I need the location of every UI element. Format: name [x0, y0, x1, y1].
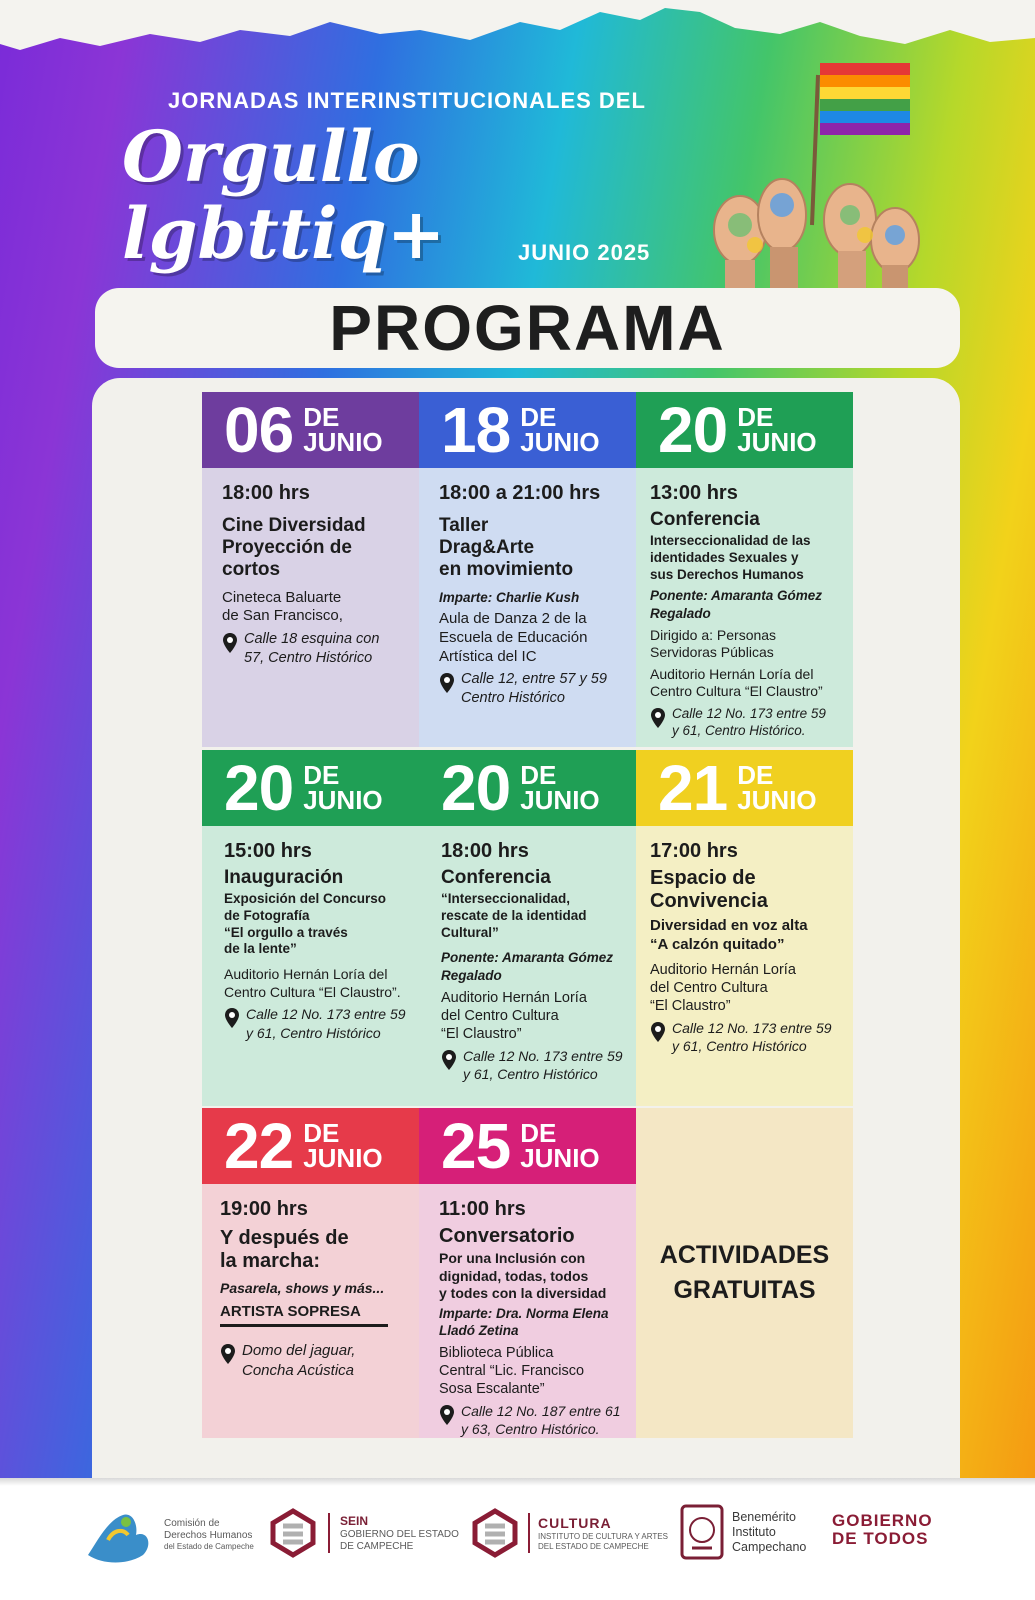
date-header: [636, 750, 853, 826]
date-month: JUNIO: [303, 785, 383, 815]
event-time: 13:00 hrs: [650, 482, 738, 504]
event-description: “Interseccionalidad, rescate de la identidad Cultural”: [441, 890, 587, 940]
event-title: Espacio de Convivencia: [650, 867, 768, 912]
sein-emblem-icon: [268, 1508, 318, 1558]
date-day: 06: [224, 394, 294, 466]
event-imparte: Imparte: Dra. Norma Elena Lladó Zetina: [439, 1305, 609, 1339]
event-title: Cine Diversidad Proyección de cortos: [222, 515, 366, 580]
event-title: Conversatorio: [439, 1225, 575, 1247]
event-address: Calle 12 No. 173 entre 59 y 61, Centro Histórico: [650, 1019, 847, 1055]
cdh-logo: Comisión de Derechos Humanos del Estado de Campeche: [78, 1500, 254, 1570]
gobierno-de-todos-logo: GOBIERNO DE TODOS: [832, 1511, 933, 1548]
free-activities-box: [636, 1108, 853, 1438]
event-title: Conferencia: [441, 867, 551, 888]
date-month: JUNIO: [520, 785, 600, 815]
event-title: Inauguración: [224, 867, 344, 888]
location-pin-icon: [222, 632, 238, 654]
date-de: DE: [303, 1118, 340, 1149]
event-card-22-junio: [202, 1108, 419, 1438]
event-time: 19:00 hrs: [220, 1198, 308, 1220]
programa-banner: [95, 288, 960, 368]
date-header: [202, 750, 419, 826]
bic-logo: Benemérito Instituto Campechano: [680, 1504, 806, 1560]
event-card-06-junio: [202, 392, 419, 747]
free-activities-label: ACTIVIDADES GRATUITAS: [659, 1241, 830, 1304]
event-card-21-junio: [636, 750, 853, 1106]
event-address: Calle 12 No. 173 entre 59 y 61, Centro Histórico: [441, 1047, 632, 1083]
date-header: [419, 750, 636, 826]
date-de: DE: [520, 760, 557, 791]
event-card-20-junio-c: [419, 750, 636, 1106]
event-ponente: Ponente: Amaranta Gómez Regalado: [441, 950, 614, 984]
event-time: 15:00 hrs: [224, 840, 312, 862]
event-description: Exposición del Concurso de Fotografía “El orgullo a través de la lente”: [224, 890, 387, 957]
event-title: Taller Drag&Arte en movimiento: [439, 515, 574, 580]
location-pin-icon: [220, 1343, 236, 1365]
sein-logo: SEIN GOBIERNO DEL ESTADO DE CAMPECHE: [268, 1508, 459, 1558]
date-de: DE: [520, 402, 557, 433]
cdh-emblem-icon: [78, 1500, 158, 1570]
date-day: 20: [441, 752, 511, 824]
event-subtitle: Pasarela, shows y más...: [220, 1280, 385, 1296]
event-time: 17:00 hrs: [650, 840, 738, 862]
event-ponente: Ponente: Amaranta Gómez Regalado: [650, 588, 823, 622]
date-day: 22: [224, 1110, 294, 1182]
event-address: Calle 12 No. 187 entre 61 y 63, Centro Histórico.: [439, 1402, 632, 1438]
event-venue: Auditorio Hernán Loría del Centro Cultura “El Claustro”: [650, 665, 823, 700]
header-subtitle: JORNADAS INTERINSTITUCIONALES DEL: [168, 88, 646, 113]
event-address: Calle 12 No. 173 entre 59 y 61, Centro Histórico.: [650, 705, 847, 740]
event-card-18-junio: [419, 392, 636, 747]
date-de: DE: [520, 1118, 557, 1149]
date-day: 20: [658, 394, 728, 466]
event-description: Por una Inclusión con dignidad, todas, todos y todes con la diversidad: [439, 1250, 607, 1301]
event-address: Calle 18 esquina con 57, Centro Histórico: [222, 630, 405, 668]
event-venue: Aula de Danza 2 de la Escuela de Educación Artística del IC: [439, 610, 588, 665]
event-time: 11:00 hrs: [439, 1198, 526, 1220]
date-de: DE: [737, 760, 774, 791]
event-imparte: Imparte: Charlie Kush: [439, 589, 580, 605]
event-venue: Auditorio Hernán Loría del Centro Cultura “El Claustro”: [441, 989, 587, 1042]
date-month: JUNIO: [303, 427, 383, 457]
date-header: [419, 392, 636, 468]
bic-crest-icon: [680, 1504, 724, 1560]
date-month: JUNIO: [737, 785, 817, 815]
location-pin-icon: [439, 672, 455, 694]
event-address: Domo del jaguar, Concha Acústica: [220, 1341, 405, 1380]
date-day: 18: [441, 394, 511, 466]
event-time: 18:00 a 21:00 hrs: [439, 482, 601, 504]
date-header: [636, 392, 853, 468]
event-description: Diversidad en voz alta “A calzón quitado”: [650, 917, 808, 953]
date-month: JUNIO: [737, 427, 817, 457]
header-title: Orgullo lgbttiq+: [122, 115, 446, 275]
event-description: Interseccionalidad de las identidades Sexuales y sus Derechos Humanos: [650, 532, 811, 582]
event-time: 18:00 hrs: [222, 482, 310, 504]
sponsor-footer: [0, 1478, 1035, 1600]
event-card-25-junio: [419, 1108, 636, 1438]
event-address: Calle 12, entre 57 y 59 Centro Histórico: [439, 670, 622, 708]
location-pin-icon: [224, 1007, 240, 1029]
event-card-20-junio-b: [202, 750, 419, 1106]
event-venue: Auditorio Hernán Loría del Centro Cultura “El Claustro”: [650, 961, 796, 1014]
event-time: 18:00 hrs: [441, 840, 529, 862]
date-day: 20: [224, 752, 294, 824]
date-de: DE: [737, 402, 774, 433]
date-month: JUNIO: [520, 427, 600, 457]
programa-label: PROGRAMA: [329, 292, 726, 364]
date-de: DE: [303, 402, 340, 433]
location-pin-icon: [439, 1404, 455, 1426]
date-header: [202, 1108, 419, 1184]
event-card-20-junio-a: [636, 392, 853, 747]
date-month: JUNIO: [303, 1143, 383, 1173]
date-header: [202, 392, 419, 468]
date-header: [419, 1108, 636, 1184]
location-pin-icon: [650, 707, 666, 729]
header-month: JUNIO 2025: [518, 240, 651, 265]
event-venue: Auditorio Hernán Loría del Centro Cultura “El Claustro”.: [224, 966, 401, 1000]
date-day: 21: [658, 752, 728, 824]
event-address: Calle 12 No. 173 entre 59 y 61, Centro Histórico: [224, 1005, 415, 1041]
event-title: Conferencia: [650, 509, 760, 530]
cultura-logo: CULTURA INSTITUTO DE CULTURA Y ARTES DEL ESTADO DE CAMPECHE: [470, 1508, 668, 1558]
date-month: JUNIO: [520, 1143, 600, 1173]
location-pin-icon: [441, 1049, 457, 1071]
location-pin-icon: [650, 1021, 666, 1043]
surprise-artist-label: ARTISTA SOPRESA: [220, 1303, 388, 1327]
date-de: DE: [303, 760, 340, 791]
date-day: 25: [441, 1110, 511, 1182]
event-venue: Biblioteca Pública Central “Lic. Francisco Sosa Escalante”: [439, 1344, 585, 1397]
cultura-emblem-icon: [470, 1508, 520, 1558]
event-title: Y después de la marcha:: [220, 1227, 349, 1272]
rainbow-hands-illustration: [700, 55, 930, 290]
event-venue: Cineteca Baluarte de San Francisco,: [222, 588, 343, 625]
event-audience: Dirigido a: Personas Servidoras Públicas: [650, 626, 777, 661]
